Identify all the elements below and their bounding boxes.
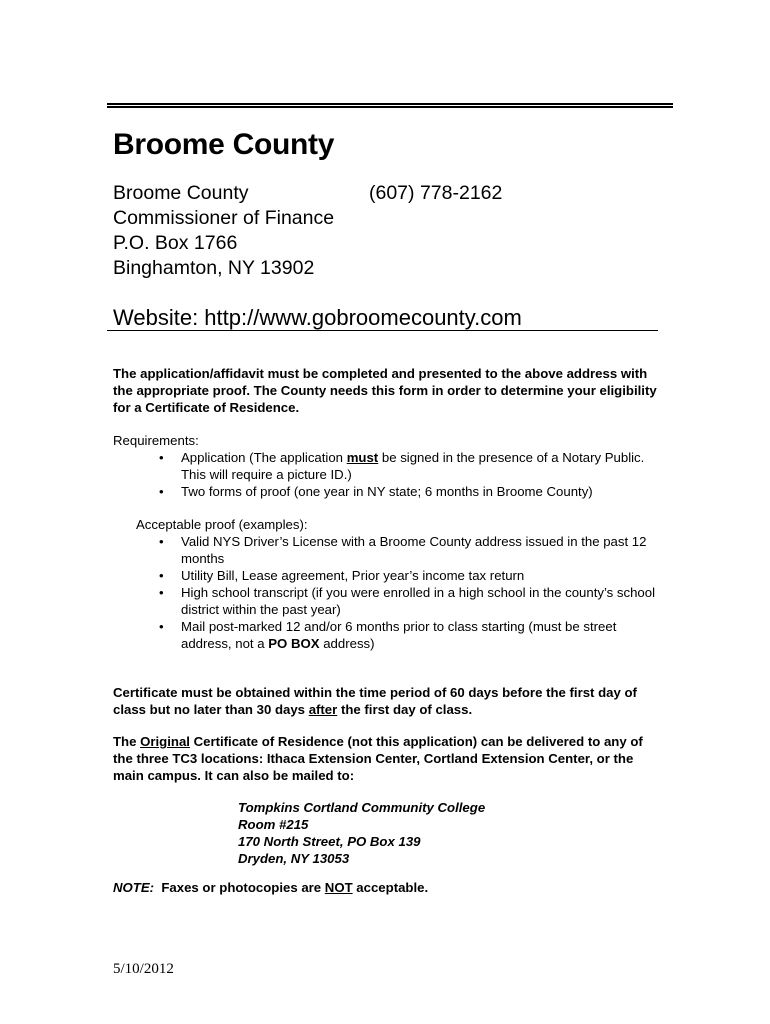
note-label: NOTE:	[113, 880, 155, 895]
address-line: Broome County	[113, 182, 249, 204]
delivery-paragraph: The Original Certificate of Residence (not this application) can be delivered to any of the three TC3 locations: Ithaca Extension Center, Cortland Extension Center, or the main campus. It can also be mailed to:	[113, 734, 643, 783]
emphasis-po-box: PO BOX	[268, 636, 320, 651]
certificate-timing-paragraph: Certificate must be obtained within the time period of 60 days before the first day of class but no later than 30 days after the first day of class.	[113, 685, 637, 717]
mailing-address-line: Room #215	[238, 817, 309, 832]
address-line: Binghamton, NY 13902	[113, 257, 315, 279]
emphasis-must: must	[346, 450, 379, 465]
list-item: • High school transcript (if you were enrolled in a high school in the county’s school district within the past year)	[159, 585, 656, 617]
bullet-icon: •	[159, 534, 164, 549]
list-item: • Mail post-marked 12 and/or 6 months prior to class starting (must be street address, not a PO BOX address)	[159, 619, 617, 651]
top-double-rule	[107, 103, 673, 108]
list-item: • Utility Bill, Lease agreement, Prior year’s income tax return	[159, 568, 525, 583]
note-line: NOTE: Faxes or photocopies are NOT acceptable.	[113, 880, 429, 895]
emphasis-after: after	[308, 702, 338, 717]
acceptable-proof-list	[159, 533, 659, 652]
bullet-icon: •	[159, 619, 164, 634]
address-line: Commissioner of Finance	[113, 207, 335, 229]
mailing-address-line: Dryden, NY 13053	[238, 851, 350, 866]
bullet-icon: •	[159, 585, 164, 600]
mailing-address-line: Tompkins Cortland Community College	[238, 800, 486, 815]
requirements-heading: Requirements:	[113, 433, 199, 448]
phone-number: (607) 778-2162	[369, 182, 503, 204]
bullet-icon: •	[159, 568, 164, 583]
page-title: Broome County	[113, 128, 335, 161]
footer-date: 5/10/2012	[113, 961, 174, 977]
website-text: Website: http://www.gobroomecounty.com	[113, 305, 522, 330]
list-item: • Two forms of proof (one year in NY state; 6 months in Broome County)	[159, 484, 593, 499]
bullet-icon: •	[159, 484, 164, 499]
county-address	[113, 181, 334, 281]
mailing-address	[238, 799, 485, 867]
emphasis-not: NOT	[324, 880, 353, 895]
list-item: • Valid NYS Driver’s License with a Broome County address issued in the past 12 months	[159, 534, 647, 566]
website-underline	[107, 330, 658, 331]
intro-paragraph: The application/affidavit must be completed and presented to the above address with the appropriate proof. The County needs this form in order to determine your eligibility for a Certificate of Residence.	[113, 366, 657, 415]
emphasis-original: Original	[140, 734, 190, 749]
acceptable-proof-heading: Acceptable proof (examples):	[136, 517, 308, 532]
list-item: • Application (The application must be signed in the presence of a Notary Public. This will require a picture ID.)	[159, 450, 645, 482]
mailing-address-line: 170 North Street, PO Box 139	[238, 834, 421, 849]
requirements-list	[159, 449, 651, 500]
address-line: P.O. Box 1766	[113, 232, 238, 254]
bullet-icon: •	[159, 450, 164, 465]
